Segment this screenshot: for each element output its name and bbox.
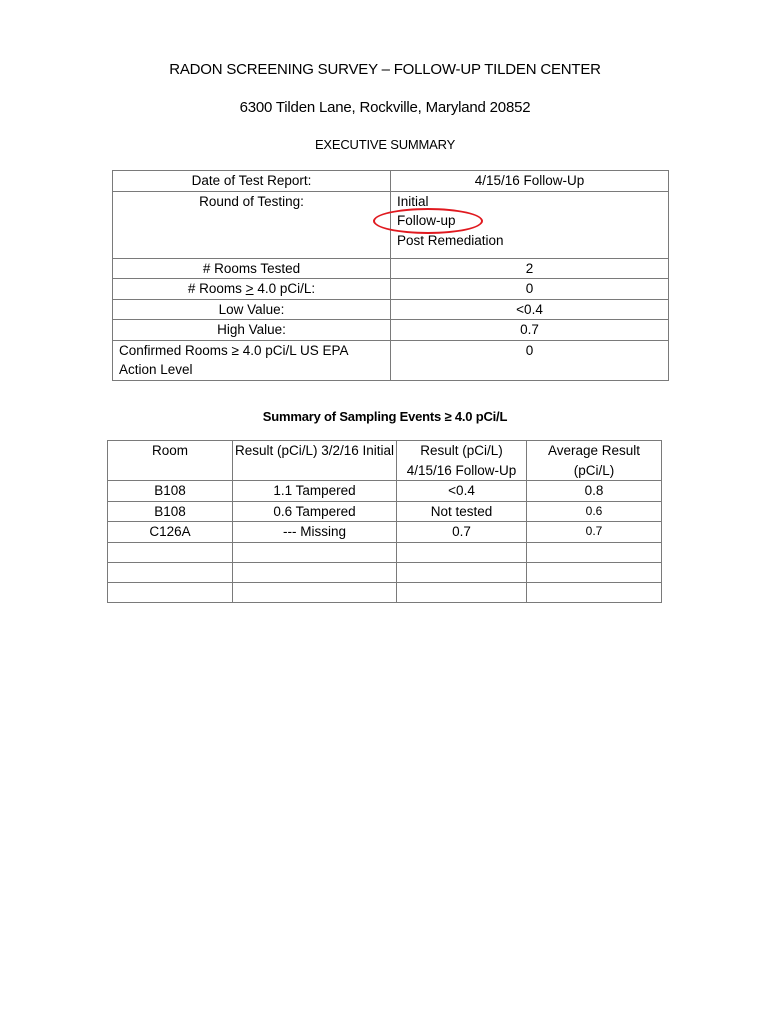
report-title: RADON SCREENING SURVEY – FOLLOW-UP TILDEN CENTER xyxy=(169,61,601,78)
column-header-room: Room xyxy=(108,441,233,481)
cell-initial: 0.6 Tampered xyxy=(233,501,397,522)
cell-initial: 1.1 Tampered xyxy=(233,481,397,502)
rooms-tested-label: # Rooms Tested xyxy=(113,258,391,279)
cell-average: 0.7 xyxy=(527,522,662,543)
cell-average: 0.8 xyxy=(527,481,662,502)
report-address: 6300 Tilden Lane, Rockville, Maryland 20852 xyxy=(239,99,531,116)
cell-initial xyxy=(233,582,397,602)
table-row xyxy=(113,340,669,380)
cell-follow-up xyxy=(397,582,527,602)
cell-room xyxy=(108,582,233,602)
cell-initial: --- Missing xyxy=(233,522,397,543)
date-value: 4/15/16 Follow-Up xyxy=(391,171,669,192)
cell-follow-up xyxy=(397,562,527,582)
round-option-follow-up: Follow-up xyxy=(397,211,668,231)
round-label: Round of Testing: xyxy=(113,191,391,258)
round-option-initial: Initial xyxy=(397,193,429,209)
cell-room xyxy=(108,542,233,562)
cell-initial xyxy=(233,562,397,582)
rooms-over-label: # Rooms > 4.0 pCi/L: xyxy=(113,279,391,300)
cell-room: B108 xyxy=(108,481,233,502)
cell-follow-up: <0.4 xyxy=(397,481,527,502)
high-value: 0.7 xyxy=(391,320,669,341)
confirmed-rooms-label: Confirmed Rooms ≥ 4.0 pCi/L US EPA Action Level xyxy=(113,340,391,380)
table-row xyxy=(108,582,662,602)
cell-average xyxy=(527,562,662,582)
sampling-summary-heading: Summary of Sampling Events ≥ 4.0 pCi/L xyxy=(262,409,508,424)
cell-follow-up xyxy=(397,542,527,562)
rooms-tested-value: 2 xyxy=(391,258,669,279)
cell-follow-up: Not tested xyxy=(397,501,527,522)
table-row xyxy=(108,522,662,543)
cell-follow-up: 0.7 xyxy=(397,522,527,543)
table-row xyxy=(113,171,669,192)
table-row xyxy=(108,481,662,502)
low-value: <0.4 xyxy=(391,299,669,320)
section-heading: EXECUTIVE SUMMARY xyxy=(314,137,456,152)
cell-average xyxy=(527,582,662,602)
sampling-events-table xyxy=(107,440,662,603)
round-options xyxy=(391,191,669,258)
cell-average: 0.6 xyxy=(527,501,662,522)
high-value-label: High Value: xyxy=(113,320,391,341)
low-value-label: Low Value: xyxy=(113,299,391,320)
table-row xyxy=(113,258,669,279)
table-row xyxy=(108,501,662,522)
table-row xyxy=(113,320,669,341)
table-row xyxy=(113,191,669,258)
cell-room xyxy=(108,562,233,582)
column-header-initial-result: Result (pCi/L) 3/2/16 Initial xyxy=(233,441,397,481)
cell-room: B108 xyxy=(108,501,233,522)
round-option-post-remediation: Post Remediation xyxy=(397,232,504,248)
cell-room: C126A xyxy=(108,522,233,543)
table-header-row xyxy=(108,441,662,481)
cell-initial xyxy=(233,542,397,562)
table-row xyxy=(108,542,662,562)
table-row xyxy=(113,299,669,320)
confirmed-rooms-value: 0 xyxy=(391,340,669,380)
rooms-over-value: 0 xyxy=(391,279,669,300)
executive-summary-table xyxy=(112,170,669,381)
table-row xyxy=(113,279,669,300)
circle-annotation xyxy=(373,208,483,234)
column-header-follow-up-result: Result (pCi/L) 4/15/16 Follow-Up xyxy=(397,441,527,481)
table-row xyxy=(108,562,662,582)
cell-average xyxy=(527,542,662,562)
date-label: Date of Test Report: xyxy=(113,171,391,192)
column-header-average-result: Average Result (pCi/L) xyxy=(527,441,662,481)
